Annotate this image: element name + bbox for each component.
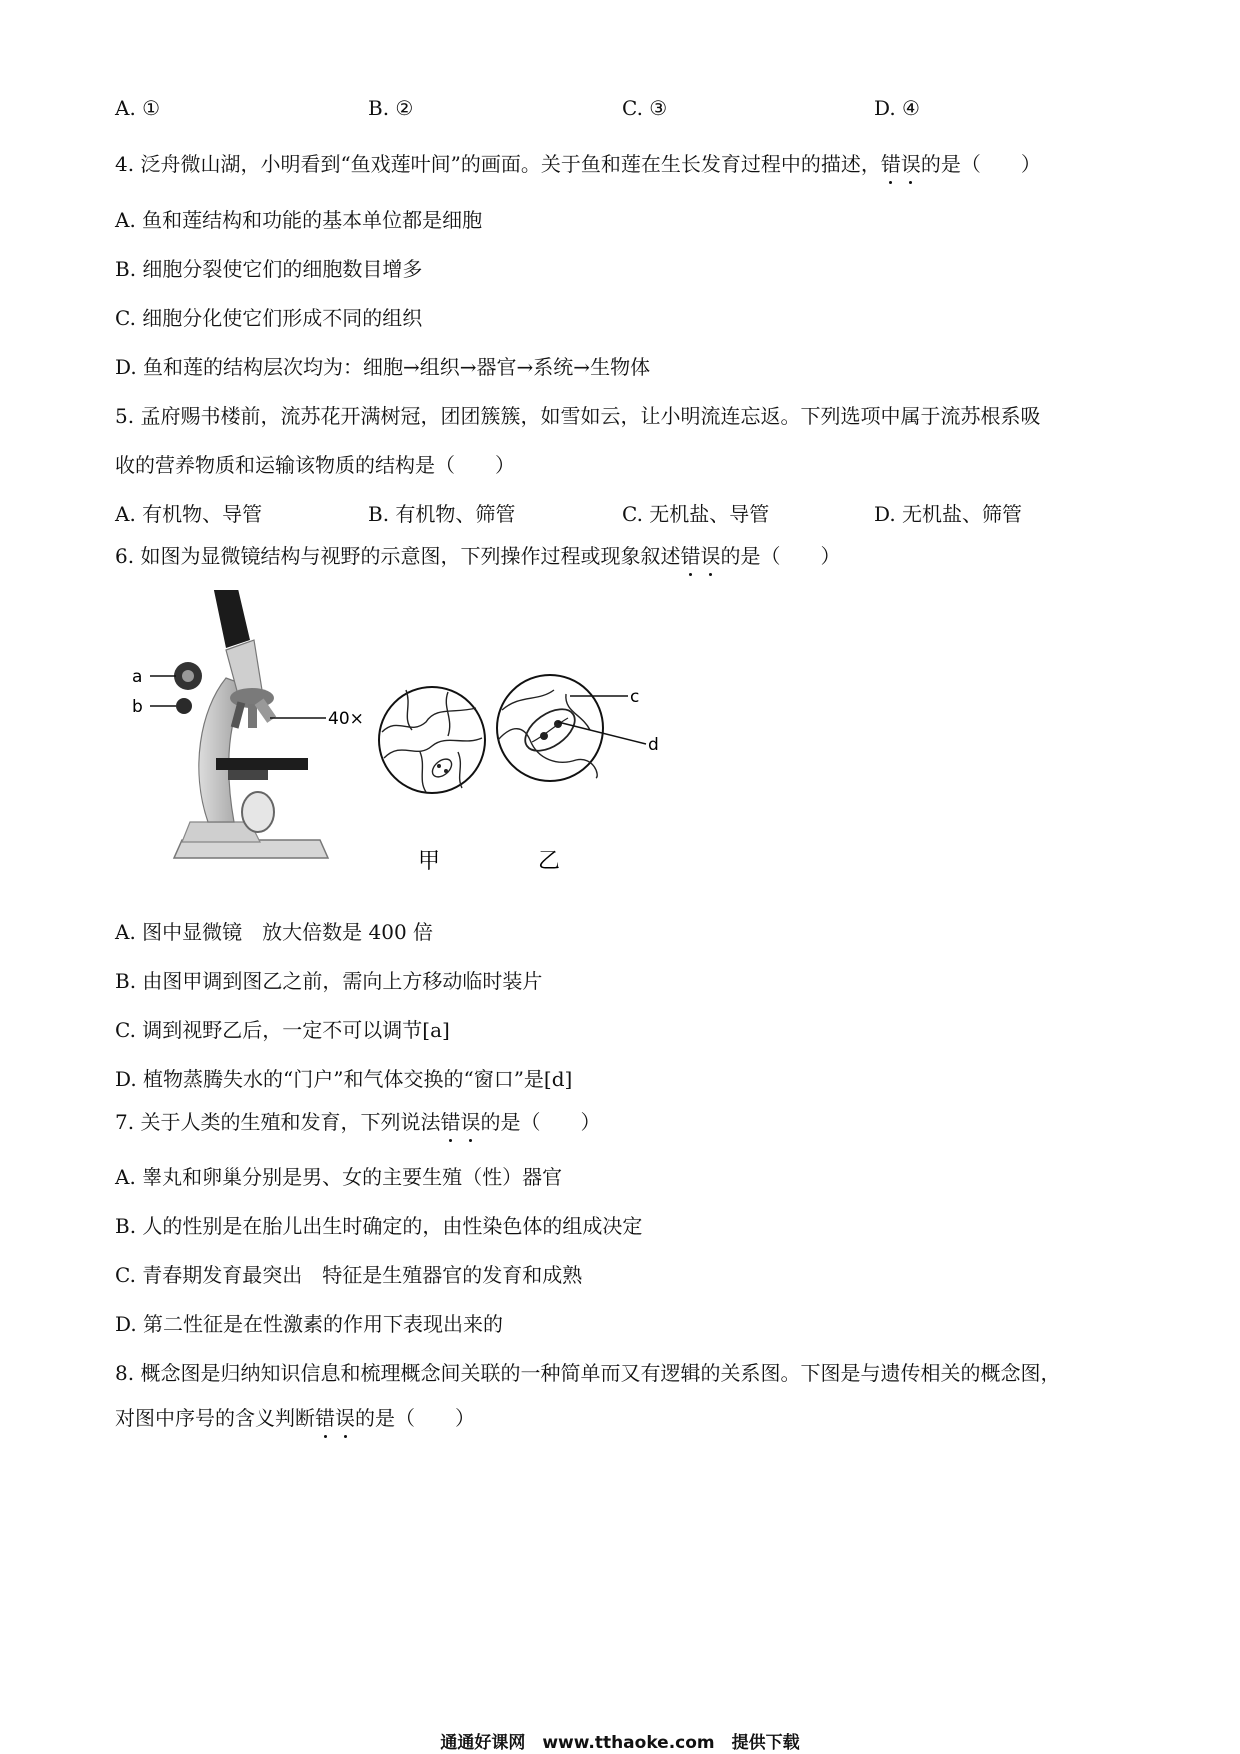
- q7-option-c: C. 青春期发育最突出 特征是生殖器官的发育和成熟: [115, 1263, 583, 1287]
- q7-stem: 7. 关于人类的生殖和发育，下列说法错误的是（ ）: [115, 1106, 600, 1135]
- q6-option-a: A. 图中显微镜 放大倍数是 400 倍: [115, 920, 434, 944]
- q7-option-b: B. 人的性别是在胎儿出生时确定的，由性染色体的组成决定: [115, 1214, 643, 1238]
- q3-option-a: A. ①: [115, 96, 161, 120]
- q4-option-a: A. 鱼和莲结构和功能的基本单位都是细胞: [115, 208, 483, 232]
- emphasis-char: 错: [315, 1402, 335, 1431]
- emphasis-char: 误: [700, 540, 720, 569]
- label-a: a: [132, 667, 143, 687]
- field-of-view-jia: [379, 687, 485, 793]
- label-b: b: [132, 697, 143, 717]
- q5-option-d: D. 无机盐、筛管: [874, 502, 1023, 526]
- q5-stem-line1: 5. 孟府赐书楼前，流苏花开满树冠，团团簇簇，如雪如云，让小明流连忘返。下列选项中属于流苏根系吸: [115, 404, 1041, 428]
- label-d: d: [648, 735, 659, 755]
- emphasis-char: 错: [881, 148, 901, 177]
- q4-option-c: C. 细胞分化使它们形成不同的组织: [115, 306, 423, 330]
- q6-option-c: C. 调到视野乙后，一定不可以调节[a]: [115, 1018, 450, 1042]
- q6-option-d: D. 植物蒸腾失水的“门户”和气体交换的“窗口”是[d]: [115, 1067, 573, 1091]
- q6-option-b: B. 由图甲调到图乙之前，需向上方移动临时装片: [115, 969, 543, 993]
- q5-option-b: B. 有机物、筛管: [368, 502, 516, 526]
- emphasis-char: 误: [901, 148, 921, 177]
- page-footer: 通通好课网 www.tthaoke.com 提供下载: [440, 1733, 800, 1753]
- q8-stem-line1: 8. 概念图是归纳知识信息和梳理概念间关联的一种简单而又有逻辑的关系图。下图是与遗传相关的概念图，: [115, 1361, 1061, 1385]
- q7-option-a: A. 睾丸和卵巢分别是男、女的主要生殖（性）器官: [115, 1165, 563, 1189]
- q3-option-d: D. ④: [874, 96, 920, 120]
- microscope-icon: [174, 590, 328, 858]
- field-label-jia: 甲: [418, 849, 441, 874]
- q4-option-b: B. 细胞分裂使它们的细胞数目增多: [115, 257, 423, 281]
- q5-option-a: A. 有机物、导管: [115, 502, 263, 526]
- label-c: c: [630, 687, 640, 707]
- q5-stem-line2: 收的营养物质和运输该物质的结构是（ ）: [115, 453, 515, 477]
- q7-option-d: D. 第二性征是在性激素的作用下表现出来的: [115, 1312, 504, 1336]
- q6-stem: 6. 如图为显微镜结构与视野的示意图，下列操作过程或现象叙述错误的是（ ）: [115, 540, 840, 569]
- q4-stem: 4. 泛舟微山湖，小明看到“鱼戏莲叶间”的画面。关于鱼和莲在生长发育过程中的描述，错误的是（ ）: [115, 148, 1041, 177]
- q8-stem-line2: 对图中序号的含义判断错误的是（ ）: [115, 1402, 475, 1431]
- q4-option-d: D. 鱼和莲的结构层次均为：细胞→组织→器官→系统→生物体: [115, 355, 651, 379]
- q3-option-c: C. ③: [622, 96, 668, 120]
- emphasis-char: 错: [440, 1106, 460, 1135]
- q5-option-c: C. 无机盐、导管: [622, 502, 770, 526]
- field-label-yi: 乙: [538, 849, 561, 874]
- q3-option-b: B. ②: [368, 96, 414, 120]
- objective-label: 40×: [328, 709, 364, 729]
- emphasis-char: 错: [680, 540, 700, 569]
- microscope-figure: [130, 590, 690, 880]
- field-of-view-yi: [497, 675, 603, 781]
- emphasis-char: 误: [460, 1106, 480, 1135]
- emphasis-char: 误: [335, 1402, 355, 1431]
